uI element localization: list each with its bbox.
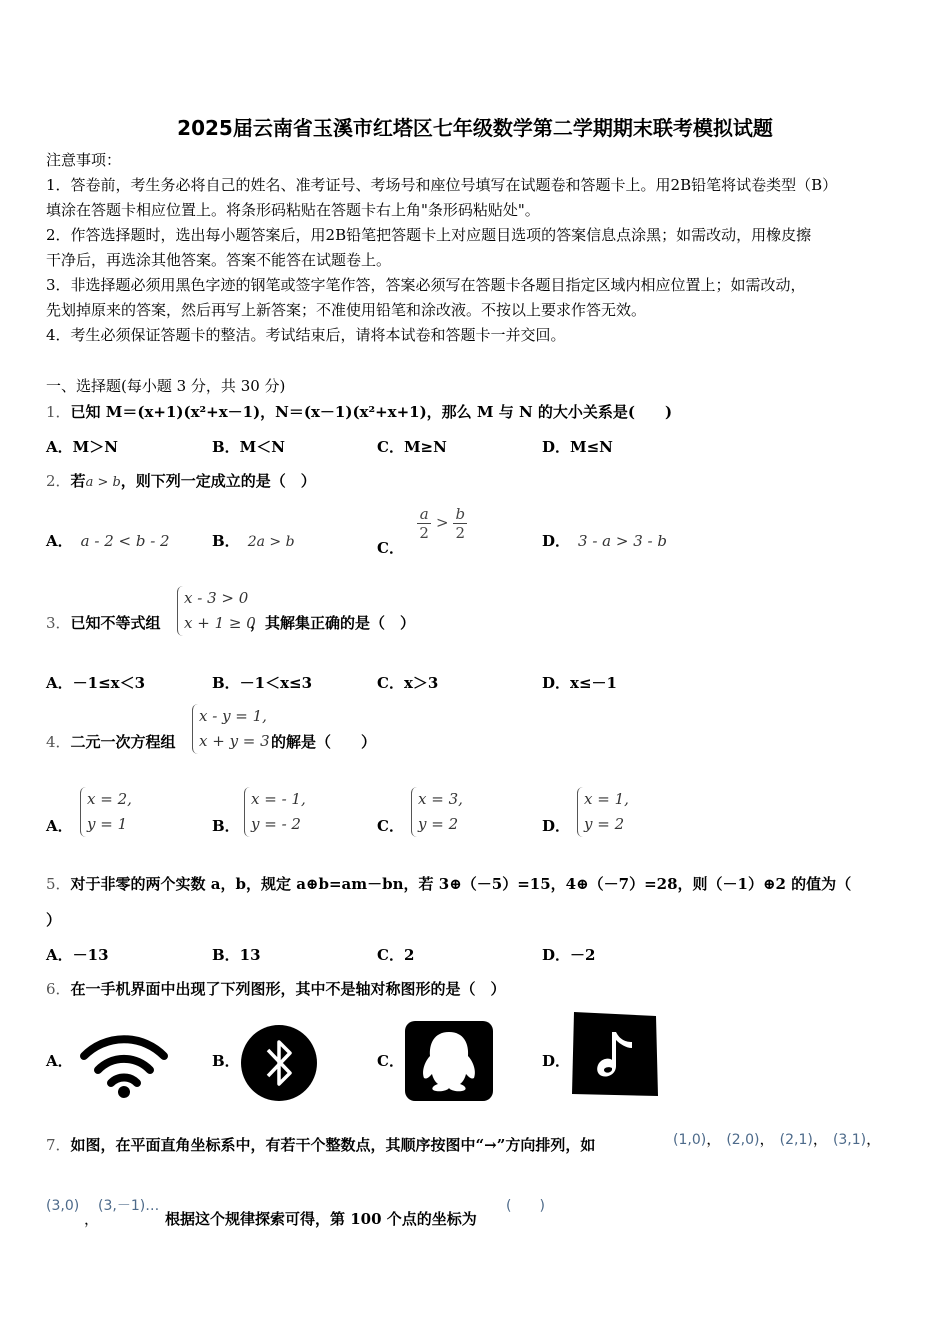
notice-heading: 注意事项： bbox=[46, 151, 122, 169]
q6-label-c[interactable]: C． bbox=[377, 1052, 404, 1070]
q3-number: 3． bbox=[46, 614, 71, 632]
frac-numerator: a bbox=[419, 505, 429, 523]
q3-option-b[interactable]: B．－1＜x≤3 bbox=[212, 674, 313, 692]
q5-option-c[interactable]: C．2 bbox=[377, 946, 415, 964]
separator: ， bbox=[706, 1130, 722, 1148]
q2-label-d: D． bbox=[542, 532, 571, 550]
q6-label-d[interactable]: D． bbox=[542, 1052, 571, 1070]
q5-option-d[interactable]: D．－2 bbox=[542, 946, 596, 964]
penguin-icon[interactable] bbox=[404, 1020, 494, 1106]
q6-number: 6． bbox=[46, 980, 71, 998]
q2-label-b: B． bbox=[212, 532, 240, 550]
coord-3-neg1: (3,－1)… bbox=[98, 1198, 160, 1214]
q4-label-d[interactable]: D． bbox=[542, 817, 571, 835]
q2-label-c: C． bbox=[377, 538, 404, 557]
question-5 bbox=[46, 873, 851, 894]
q7-coords-row-2 bbox=[46, 1195, 79, 1214]
question-1 bbox=[46, 401, 672, 422]
q2-post: ，则下列一定成立的是（ ） bbox=[120, 472, 316, 490]
question-7 bbox=[46, 1134, 595, 1155]
coord-3-0: (3,0) bbox=[46, 1198, 80, 1214]
q4-c-line-1: x = 3, bbox=[418, 790, 463, 808]
q2-pre: 若 bbox=[70, 472, 86, 490]
q7-number: 7． bbox=[46, 1136, 71, 1154]
q7-coords-row-2b bbox=[98, 1195, 159, 1215]
q7-coords-row-1 bbox=[673, 1128, 881, 1149]
q2-condition: a > b bbox=[85, 475, 121, 490]
q2-option-c-math bbox=[417, 505, 467, 542]
page-title: 2025届云南省玉溪市红塔区七年级数学第二学期期末联考模拟试题 bbox=[177, 116, 773, 140]
question-4-intro bbox=[46, 731, 176, 752]
q4-option-c[interactable] bbox=[411, 787, 463, 837]
q6-label-b[interactable]: B． bbox=[212, 1052, 240, 1070]
notice-line-6: 先划掉原来的答案，然后再写上新答案；不准使用铅笔和涂改液。不按以上要求作答无效。 bbox=[46, 301, 647, 319]
q4-number: 4． bbox=[46, 733, 71, 751]
q4-label-c[interactable]: C． bbox=[377, 817, 404, 835]
q4-b-line-2: y = - 2 bbox=[251, 815, 301, 833]
q5-text-end: ） bbox=[46, 911, 62, 929]
notice-line-2: 填涂在答题卡相应位置上。将条形码粘贴在答题卡右上角"条形码粘贴处"。 bbox=[46, 201, 540, 219]
q2-option-d[interactable] bbox=[542, 530, 667, 551]
q3-option-c[interactable]: C．x＞3 bbox=[377, 674, 439, 692]
q2-option-a-math: a - 2 < b - 2 bbox=[80, 532, 170, 550]
q2-frac-b bbox=[453, 505, 467, 542]
coord-1-0: (1,0) bbox=[673, 1132, 707, 1148]
q1-option-c[interactable]: C．M≥N bbox=[377, 438, 447, 456]
q4-c-line-2: y = 2 bbox=[418, 815, 459, 833]
frac-denominator: 2 bbox=[419, 524, 429, 542]
q3-line-2: x + 1 ≥ 0 bbox=[184, 614, 256, 632]
music-note-icon[interactable] bbox=[570, 1010, 660, 1104]
q4-label-b[interactable]: B． bbox=[212, 817, 240, 835]
q2-number: 2． bbox=[46, 472, 71, 490]
q2-option-a[interactable] bbox=[46, 530, 170, 551]
q4-a-line-1: x = 2, bbox=[87, 790, 132, 808]
q1-option-b[interactable]: B．M＜N bbox=[212, 438, 285, 456]
coord-2-1: (2,1) bbox=[779, 1132, 813, 1148]
q4-d-line-1: x = 1, bbox=[584, 790, 629, 808]
question-2 bbox=[46, 470, 316, 491]
greater-than: > bbox=[435, 513, 449, 532]
q7-text: 如图，在平面直角坐标系中，有若干个整数点，其顺序按图中“→”方向排列，如 bbox=[70, 1136, 596, 1154]
q2-option-b-math: 2a > b bbox=[247, 534, 295, 550]
q4-pre: 二元一次方程组 bbox=[70, 733, 176, 751]
frac-numerator: b bbox=[455, 505, 466, 523]
frac-denominator: 2 bbox=[455, 524, 466, 542]
q4-d-line-2: y = 2 bbox=[584, 815, 625, 833]
q3-post: ，其解集正确的是（ ） bbox=[250, 614, 416, 632]
section-heading: 一、选择题(每小题 3 分，共 30 分) bbox=[46, 377, 286, 395]
q4-option-a[interactable] bbox=[80, 787, 132, 837]
notice-line-3: 2．作答选择题时，选出每小题答案后，用2B铅笔把答题卡上对应题目选项的答案信息点涂黑；如需改动，用橡皮擦 bbox=[46, 226, 812, 244]
notice-line-5: 3．非选择题必须用黑色字迹的钢笔或签字笔作答，答案必须写在答题卡各题目指定区域内相应位置上；如需改动， bbox=[46, 276, 806, 294]
coord-2-0: (2,0) bbox=[726, 1132, 760, 1148]
q4-a-line-2: y = 1 bbox=[87, 815, 128, 833]
q2-option-b[interactable] bbox=[212, 530, 295, 551]
notice-line-1: 1．答卷前，考生务必将自己的姓名、准考证号、考场号和座位号填写在试题卷和答题卡上。用2B铅笔将试卷类型（B） bbox=[46, 176, 838, 194]
q1-option-d[interactable]: D．M≤N bbox=[542, 438, 613, 456]
coord-3-1: (3,1) bbox=[832, 1132, 867, 1148]
q7-answer-blank[interactable]: ( ) bbox=[506, 1198, 545, 1214]
q4-line-1: x - y = 1, bbox=[199, 707, 267, 725]
q1-number: 1． bbox=[46, 403, 71, 421]
q2-option-d-math: 3 - a > 3 - b bbox=[578, 532, 667, 550]
separator: ， bbox=[866, 1130, 882, 1148]
wifi-icon[interactable] bbox=[80, 1032, 168, 1102]
q5-number: 5． bbox=[46, 875, 71, 893]
question-3-intro bbox=[46, 612, 161, 633]
q4-line-2: x + y = 3 bbox=[199, 732, 270, 750]
q2-frac-a bbox=[417, 505, 431, 542]
q4-option-d[interactable] bbox=[577, 787, 629, 837]
q3-option-d[interactable]: D．x≤－1 bbox=[542, 674, 617, 692]
q7-separator: ， bbox=[84, 1210, 100, 1228]
q6-label-a[interactable]: A． bbox=[46, 1052, 73, 1070]
bluetooth-icon[interactable] bbox=[240, 1024, 318, 1106]
q3-option-a[interactable]: A．－1≤x＜3 bbox=[46, 674, 146, 692]
notice-line-7: 4．考生必须保证答题卡的整洁。考试结束后，请将本试卷和答题卡一并交回。 bbox=[46, 326, 566, 344]
question-6 bbox=[46, 978, 506, 999]
q4-system bbox=[192, 704, 270, 754]
q3-line-1: x - 3 > 0 bbox=[184, 589, 249, 607]
q2-option-c[interactable] bbox=[377, 505, 467, 557]
q5-option-a[interactable]: A．－13 bbox=[46, 946, 109, 964]
q1-option-a[interactable]: A．M＞N bbox=[46, 438, 118, 456]
q3-system bbox=[177, 586, 256, 636]
q5-option-b[interactable]: B．13 bbox=[212, 946, 261, 964]
q7-text-2: 根据这个规律探索可得，第 100 个点的坐标为 bbox=[165, 1210, 477, 1228]
q4-label-a[interactable]: A． bbox=[46, 817, 73, 835]
q4-b-line-1: x = - 1, bbox=[251, 790, 306, 808]
q6-text: 在一手机界面中出现了下列图形，其中不是轴对称图形的是（ ） bbox=[70, 980, 506, 998]
notice-line-4: 干净后，再选涂其他答案。答案不能答在试题卷上。 bbox=[46, 251, 392, 269]
separator: ， bbox=[759, 1130, 775, 1148]
q4-post: 的解是（ ） bbox=[271, 733, 377, 751]
q5-text: 对于非零的两个实数 a，b，规定 a⊕b=am－bn，若 3⊕（－5）=15，4⊕（－7）=28，则（－1）⊕2 的值为（ bbox=[70, 875, 852, 893]
q3-pre: 已知不等式组 bbox=[70, 614, 161, 632]
q2-label-a: A． bbox=[46, 532, 73, 550]
separator: ， bbox=[812, 1130, 828, 1148]
q4-option-b[interactable] bbox=[244, 787, 306, 837]
q1-text: 已知 M＝(x+1)(x²+x－1)，N＝(x－1)(x²+x+1)，那么 M 与 N 的大小关系是( ) bbox=[70, 403, 673, 421]
